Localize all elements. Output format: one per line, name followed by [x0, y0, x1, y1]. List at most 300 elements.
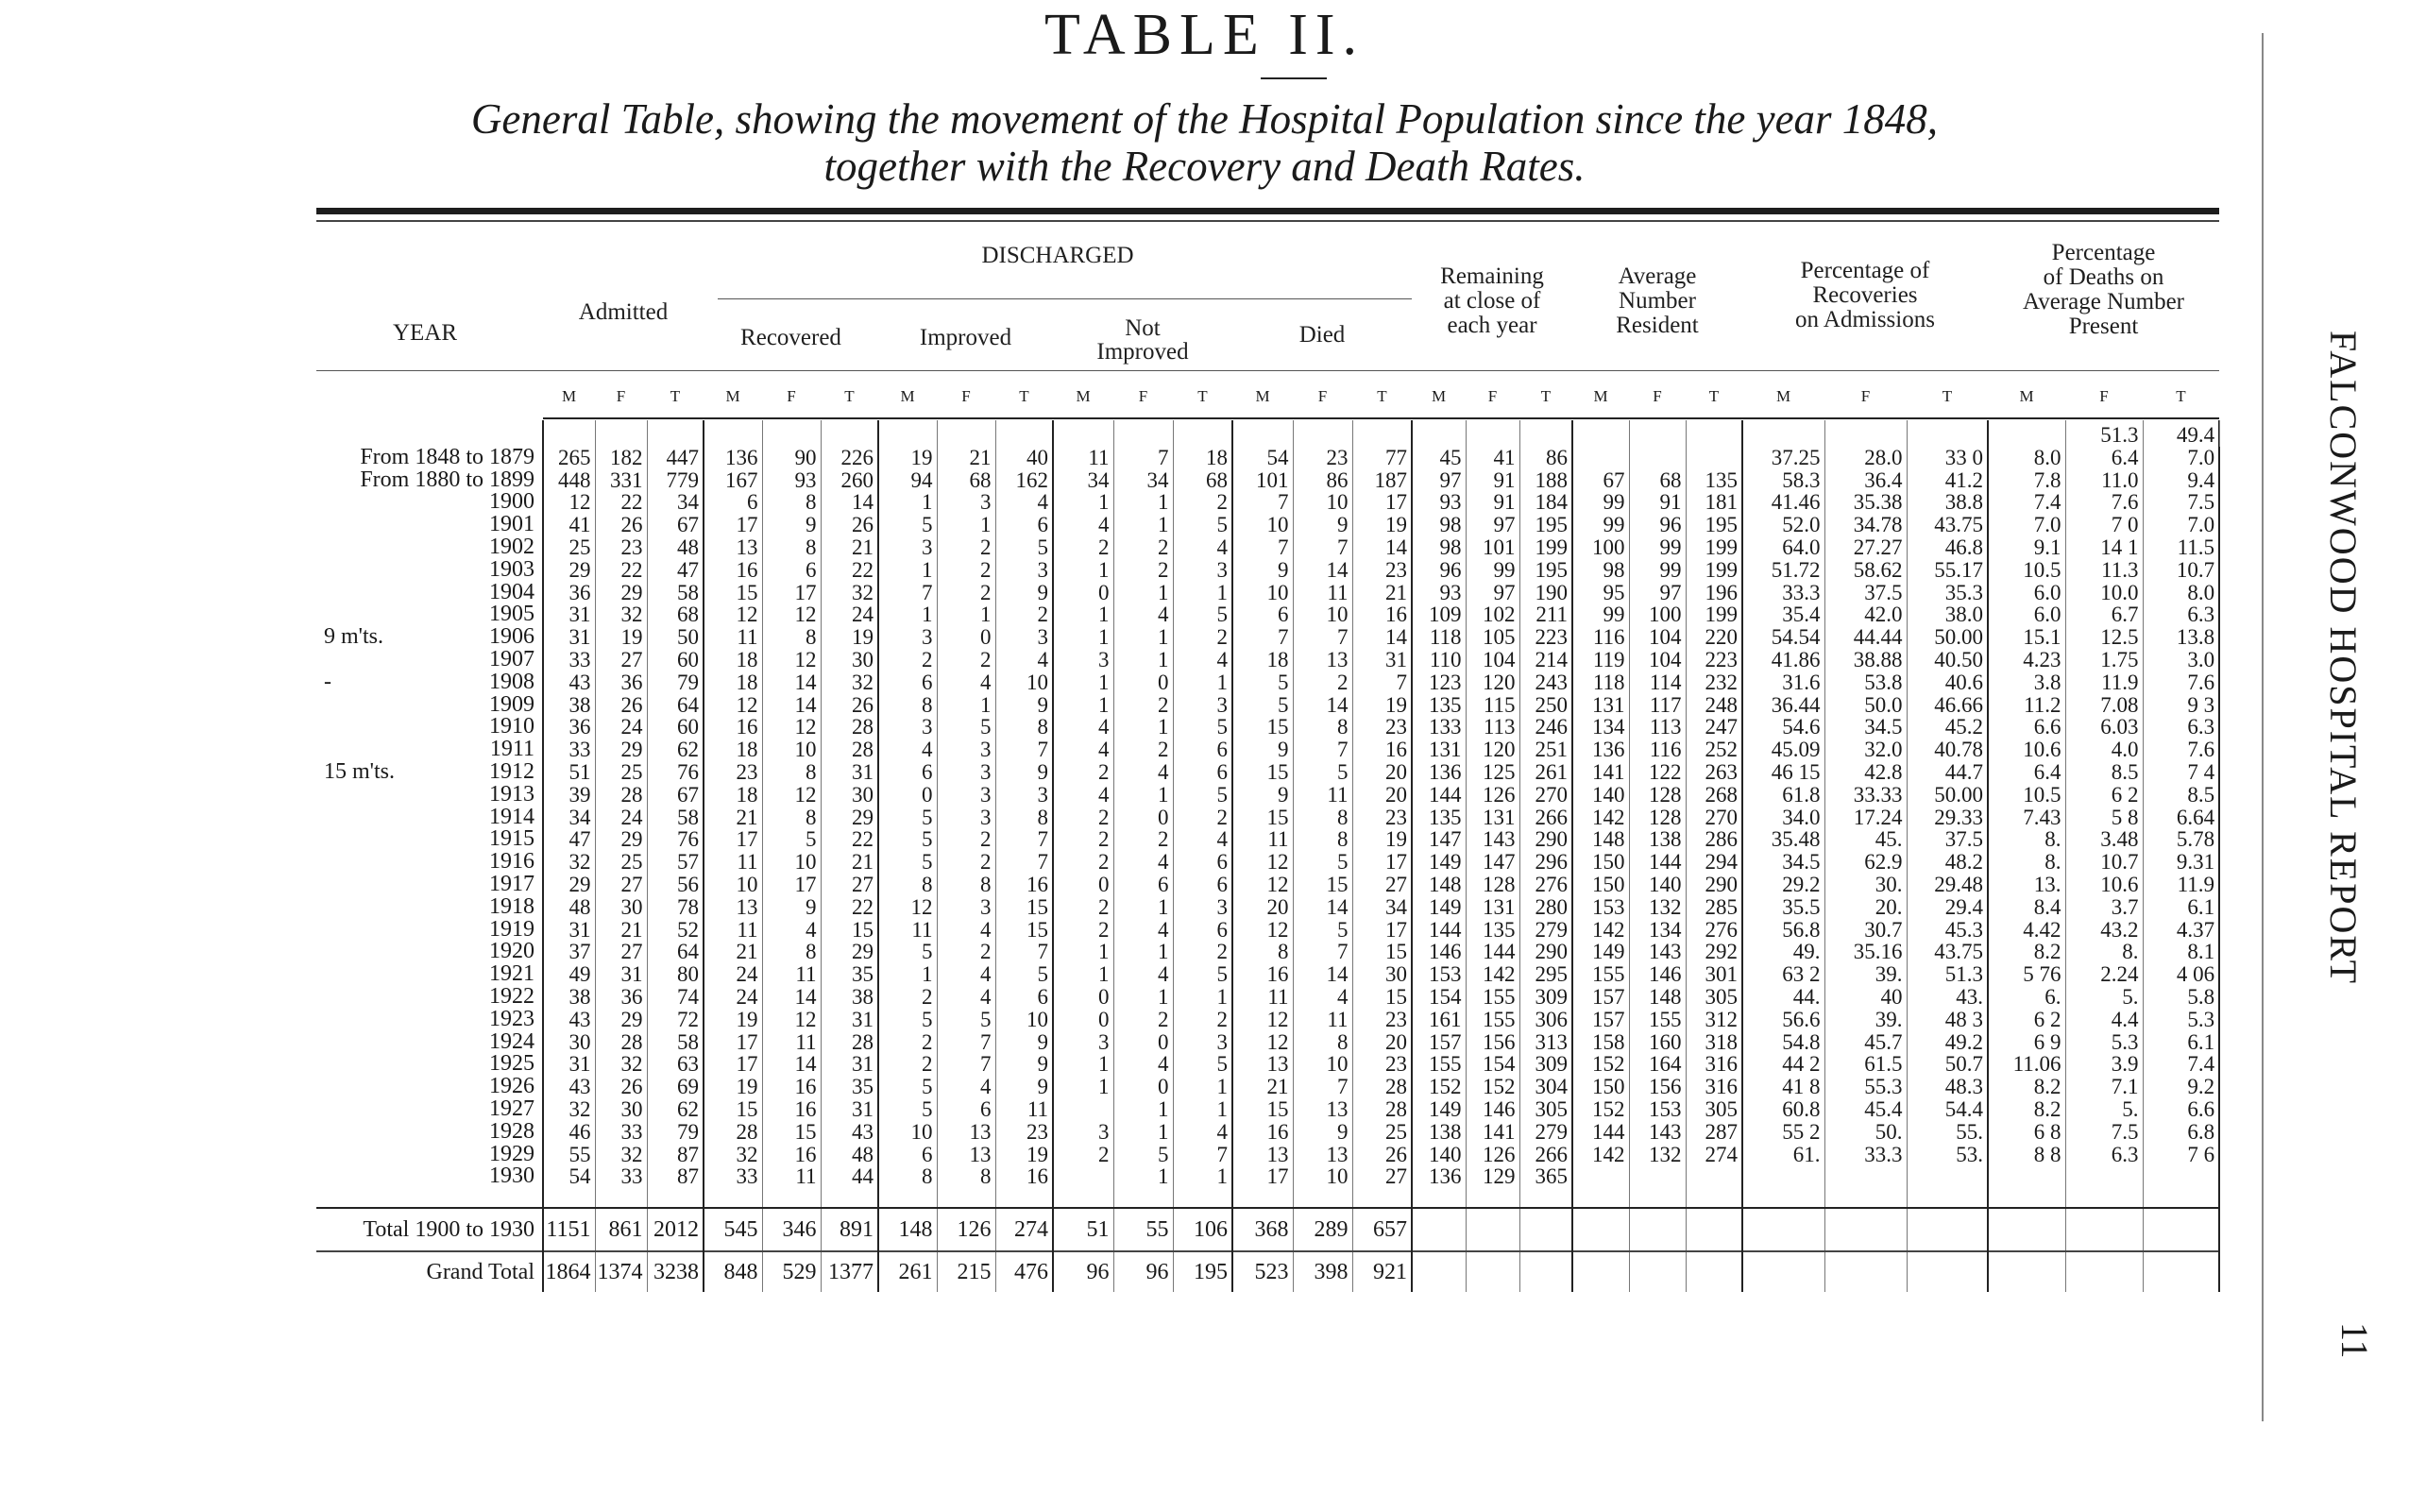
- cell: 20: [1352, 784, 1412, 807]
- cell: [1572, 1208, 1629, 1251]
- cell: 21: [595, 919, 647, 942]
- cell: 47: [543, 828, 595, 851]
- cell: 19: [595, 626, 647, 649]
- cell: 148: [878, 1208, 937, 1251]
- cell: 6.4: [2065, 447, 2143, 469]
- cell: 100: [1572, 536, 1629, 559]
- cell: 36: [543, 582, 595, 604]
- cell: 368: [1232, 1208, 1293, 1251]
- cell: 135: [1686, 469, 1742, 492]
- cell: 6 2: [2065, 784, 2143, 807]
- cell: 26: [821, 514, 878, 536]
- cell: 35: [821, 1076, 878, 1098]
- subheader-m: M: [1775, 387, 1791, 405]
- cell: 96: [1113, 1251, 1173, 1292]
- cell: 33: [595, 1165, 647, 1188]
- cell: 148: [1572, 828, 1629, 851]
- row-year: 1909: [489, 693, 534, 717]
- row-year: 1913: [489, 783, 534, 807]
- cell: 2: [878, 1031, 937, 1054]
- cell: 6.3: [2143, 716, 2219, 739]
- cell: 1: [1173, 1165, 1232, 1188]
- cell: 1: [1173, 1098, 1232, 1121]
- cell: [1742, 1208, 1824, 1251]
- subheader-m: M: [1431, 387, 1447, 405]
- cell: [1053, 1165, 1113, 1188]
- cell: 12: [543, 491, 595, 514]
- cell: [1232, 1188, 1293, 1208]
- cell: 523: [1232, 1251, 1293, 1292]
- cell: 4: [995, 649, 1053, 671]
- cell: 41: [543, 514, 595, 536]
- row-note: 9 m'ts.: [324, 626, 383, 649]
- cell: 12: [1232, 919, 1293, 942]
- blank-row: [316, 1188, 2219, 1208]
- cell: 23: [1352, 559, 1412, 582]
- cell: [878, 1188, 937, 1208]
- cell: [1519, 420, 1572, 447]
- cell: [1053, 1098, 1113, 1121]
- cell: 8: [1293, 807, 1352, 829]
- cell: 20: [1352, 761, 1412, 784]
- cell: 53.: [1907, 1144, 1988, 1166]
- cell: 250: [1519, 694, 1572, 717]
- cell: 0: [1053, 986, 1113, 1009]
- header-not-improved-2: Improved: [1096, 339, 1189, 365]
- cell: 14: [1293, 694, 1352, 717]
- cell: 135: [1466, 919, 1519, 942]
- cell: [543, 1188, 595, 1208]
- cell: 21: [1352, 582, 1412, 604]
- cell: 60.8: [1742, 1098, 1824, 1121]
- cell: 63 2: [1742, 963, 1824, 986]
- cell: 6 2: [1988, 1009, 2065, 1031]
- cell: 60: [647, 716, 704, 739]
- cell: 223: [1519, 626, 1572, 649]
- cell: 76: [647, 828, 704, 851]
- cell: 32: [595, 1144, 647, 1166]
- cell: [878, 420, 937, 447]
- cell: [1466, 1188, 1519, 1208]
- cell: 30: [595, 1098, 647, 1121]
- cell: 8: [762, 807, 821, 829]
- cell: [1907, 1251, 1988, 1292]
- cell: 100: [1629, 603, 1686, 626]
- page-number: 11: [2333, 1322, 2376, 1359]
- cell: 99: [1572, 514, 1629, 536]
- cell: 214: [1519, 649, 1572, 671]
- subheader-t: T: [2176, 387, 2186, 405]
- cell: 268: [1686, 784, 1742, 807]
- cell: 211: [1519, 603, 1572, 626]
- cell: 266: [1519, 807, 1572, 829]
- cell: 11.9: [2065, 671, 2143, 694]
- cell: 54.4: [1907, 1098, 1988, 1121]
- cell: 13: [1293, 649, 1352, 671]
- cell: 15: [821, 919, 878, 942]
- cell: 0: [1053, 874, 1113, 896]
- cell: 143: [1629, 1121, 1686, 1144]
- cell: 32: [821, 582, 878, 604]
- cell: 99: [1572, 491, 1629, 514]
- cell: [1907, 1208, 1988, 1251]
- cell: 187: [1352, 469, 1412, 492]
- cell: 135: [1412, 807, 1466, 829]
- cell: 42.0: [1824, 603, 1907, 626]
- cell: 34: [1113, 469, 1173, 492]
- cell: 68: [1629, 469, 1686, 492]
- cell: 12: [704, 603, 762, 626]
- cell: 4: [1173, 828, 1232, 851]
- cell: 2: [1113, 1009, 1173, 1031]
- cell: 20: [1232, 896, 1293, 919]
- cell: 31: [821, 1053, 878, 1076]
- cell: 5: [1113, 1144, 1173, 1166]
- cell: 79: [647, 1121, 704, 1144]
- cell: 48: [821, 1144, 878, 1166]
- cell: 15: [1293, 874, 1352, 896]
- cell: 150: [1572, 874, 1629, 896]
- cell: 252: [1686, 739, 1742, 761]
- table-row: [316, 919, 2219, 942]
- cell: 15: [1352, 941, 1412, 963]
- cell: 6.4: [1988, 761, 2065, 784]
- cell: 126: [937, 1208, 995, 1251]
- cell: 346: [762, 1208, 821, 1251]
- header-remaining-1: Remaining: [1440, 263, 1544, 289]
- cell: 109: [1412, 603, 1466, 626]
- cell: 779: [647, 469, 704, 492]
- cell: 15: [1232, 761, 1293, 784]
- row-year: From 1848 to 1879: [360, 446, 534, 469]
- cell: 35.16: [1824, 941, 1907, 963]
- row-year: 1926: [489, 1076, 534, 1098]
- cell: 5: [1232, 671, 1293, 694]
- cell: [1572, 447, 1629, 469]
- cell: 39.: [1824, 1009, 1907, 1031]
- cell: 3: [937, 784, 995, 807]
- cell: 138: [1629, 828, 1686, 851]
- cell: 4: [1053, 514, 1113, 536]
- cell: 4.37: [2143, 919, 2219, 942]
- cell: [1412, 1208, 1466, 1251]
- cell: 23: [1352, 1009, 1412, 1031]
- row-label: [316, 784, 543, 807]
- cell: [937, 420, 995, 447]
- cell: 398: [1293, 1251, 1352, 1292]
- cell: 18: [704, 784, 762, 807]
- cell: 11: [995, 1098, 1053, 1121]
- cell: [1686, 1165, 1742, 1188]
- cell: [1053, 420, 1113, 447]
- row-label: [316, 1165, 543, 1188]
- row-label: [316, 603, 543, 626]
- cell: 4: [937, 986, 995, 1009]
- cell: 4: [1113, 919, 1173, 942]
- cell: 274: [995, 1208, 1053, 1251]
- cell: [2143, 1208, 2219, 1251]
- cell: 55: [543, 1144, 595, 1166]
- cell: 43.2: [2065, 919, 2143, 942]
- cell: 54: [543, 1165, 595, 1188]
- cell: 104: [1466, 649, 1519, 671]
- cell: 10.7: [2143, 559, 2219, 582]
- row-year: 1915: [489, 828, 534, 852]
- cell: 31: [821, 1098, 878, 1121]
- cell: 13.: [1988, 874, 2065, 896]
- cell: [1629, 420, 1686, 447]
- cell: 56.6: [1742, 1009, 1824, 1031]
- cell: 309: [1519, 1053, 1572, 1076]
- cell: 28: [595, 1031, 647, 1054]
- cell: 68: [937, 469, 995, 492]
- cell: 1: [1113, 716, 1173, 739]
- row-label: [316, 761, 543, 784]
- cell: 96: [1629, 514, 1686, 536]
- cell: 1: [937, 603, 995, 626]
- subheader-t: T: [1708, 387, 1720, 405]
- row-year: Grand Total: [426, 1260, 534, 1285]
- cell: 215: [937, 1251, 995, 1292]
- cell: 7 0: [2065, 514, 2143, 536]
- table-row: [316, 761, 2219, 784]
- cell: 6.0: [1988, 582, 2065, 604]
- cell: 2: [937, 941, 995, 963]
- cell: 270: [1519, 784, 1572, 807]
- cell: 1: [1113, 1121, 1173, 1144]
- cell: 243: [1519, 671, 1572, 694]
- cell: 19: [995, 1144, 1053, 1166]
- cell: 10: [995, 671, 1053, 694]
- cell: 36: [595, 671, 647, 694]
- table-row: [316, 1076, 2219, 1098]
- cell: 31: [543, 626, 595, 649]
- cell: 5: [1173, 963, 1232, 986]
- header-year: YEAR: [392, 320, 458, 346]
- cell: 316: [1686, 1076, 1742, 1098]
- cell: 3: [937, 491, 995, 514]
- cell: 62.9: [1824, 851, 1907, 874]
- cell: 195: [1519, 514, 1572, 536]
- row-label: [316, 1121, 543, 1144]
- row-year: 1906: [489, 626, 534, 649]
- table-row: [316, 851, 2219, 874]
- cell: 36.44: [1742, 694, 1824, 717]
- header-spacer-row: [316, 227, 2219, 420]
- header-pct-deaths-3: Average Number: [2023, 289, 2184, 314]
- cell: 17: [762, 582, 821, 604]
- cell: 312: [1686, 1009, 1742, 1031]
- cell: 4.42: [1988, 919, 2065, 942]
- cell: 14: [1293, 963, 1352, 986]
- cell: 11.0: [2065, 469, 2143, 492]
- row-label: [316, 1031, 543, 1054]
- cell: 4: [762, 919, 821, 942]
- cell: 861: [595, 1208, 647, 1251]
- cell: 22: [595, 559, 647, 582]
- cell: 155: [1466, 1009, 1519, 1031]
- cell: 17: [1352, 491, 1412, 514]
- cell: 8: [762, 761, 821, 784]
- cell: 12: [1232, 851, 1293, 874]
- cell: 19: [1352, 514, 1412, 536]
- cell: 76: [647, 761, 704, 784]
- cell: 157: [1572, 986, 1629, 1009]
- cell: 1: [1113, 514, 1173, 536]
- cell: 6: [1173, 874, 1232, 896]
- subheader-f: F: [1860, 387, 1871, 405]
- cell: 199: [1519, 536, 1572, 559]
- cell: [1572, 1251, 1629, 1292]
- cell: 476: [995, 1251, 1053, 1292]
- cell: [995, 1188, 1053, 1208]
- cell: 149: [1572, 941, 1629, 963]
- cell: 1: [1113, 626, 1173, 649]
- cell: [1629, 1251, 1686, 1292]
- cell: 18: [704, 671, 762, 694]
- row-label: [316, 919, 543, 942]
- cell: 2: [1113, 739, 1173, 761]
- cell: [2065, 1188, 2143, 1208]
- cell: [1686, 1208, 1742, 1251]
- cell: 12: [704, 694, 762, 717]
- cell: [995, 420, 1053, 447]
- cell: 38: [821, 986, 878, 1009]
- row-label: [316, 1188, 543, 1208]
- row-year: 1912: [489, 760, 534, 784]
- cell: 3.7: [2065, 896, 2143, 919]
- cell: 29: [821, 941, 878, 963]
- cell: 7: [1173, 1144, 1232, 1166]
- cell: 17.24: [1824, 807, 1907, 829]
- cell: 6.64: [2143, 807, 2219, 829]
- cell: 195: [1686, 514, 1742, 536]
- cell: 220: [1686, 626, 1742, 649]
- cell: 152: [1572, 1098, 1629, 1121]
- cell: 13: [1293, 1098, 1352, 1121]
- cell: 529: [762, 1251, 821, 1292]
- row-year: From 1880 to 1899: [360, 468, 534, 492]
- cell: 3: [1053, 649, 1113, 671]
- cell: [1519, 1208, 1572, 1251]
- cell: 43.: [1907, 986, 1988, 1009]
- cell: 16: [704, 716, 762, 739]
- cell: 21: [821, 851, 878, 874]
- cell: 263: [1686, 761, 1742, 784]
- cell: [1629, 1165, 1686, 1188]
- cell: 5.: [2065, 986, 2143, 1009]
- cell: 6 9: [1988, 1031, 2065, 1054]
- cell: 34.0: [1742, 807, 1824, 829]
- cell: 10: [1293, 603, 1352, 626]
- cell: 8.1: [2143, 941, 2219, 963]
- cell: 18: [704, 739, 762, 761]
- cell: 292: [1686, 941, 1742, 963]
- cell: 10: [762, 739, 821, 761]
- cell: 7: [1113, 447, 1173, 469]
- cell: 58: [647, 582, 704, 604]
- cell: 4.0: [2065, 739, 2143, 761]
- cell: 289: [1293, 1208, 1352, 1251]
- cell: 14: [1352, 626, 1412, 649]
- cell: 101: [1466, 536, 1519, 559]
- cell: [1412, 420, 1466, 447]
- cell: 93: [1412, 582, 1466, 604]
- cell: 6: [1173, 761, 1232, 784]
- cell: 4: [1053, 739, 1113, 761]
- cell: 3: [1173, 559, 1232, 582]
- cell: 10.5: [1988, 559, 2065, 582]
- header-average-2: Number: [1619, 288, 1696, 314]
- cell: 56: [647, 874, 704, 896]
- cell: [1824, 1208, 1907, 1251]
- cell: 90: [762, 447, 821, 469]
- cell: 28.0: [1824, 447, 1907, 469]
- cell: 79: [647, 671, 704, 694]
- cell: 144: [1412, 919, 1466, 942]
- cell: 135: [1412, 694, 1466, 717]
- cell: 122: [1629, 761, 1686, 784]
- cell: [2065, 1251, 2143, 1292]
- cell: 33.3: [1824, 1144, 1907, 1166]
- cell: 35.48: [1742, 828, 1824, 851]
- cell: 47: [647, 559, 704, 582]
- cell: 15: [995, 919, 1053, 942]
- cell: 142: [1572, 1144, 1629, 1166]
- cell: 2: [878, 1053, 937, 1076]
- cell: 131: [1412, 739, 1466, 761]
- table-row: [316, 559, 2219, 582]
- cell: 12.5: [2065, 626, 2143, 649]
- cell: 140: [1629, 874, 1686, 896]
- row-label: [316, 874, 543, 896]
- cell: 16: [762, 1076, 821, 1098]
- cell: 54.6: [1742, 716, 1824, 739]
- table-row: [316, 716, 2219, 739]
- cell: 56.8: [1742, 919, 1824, 942]
- table-row: [316, 491, 2219, 514]
- cell: 9: [762, 896, 821, 919]
- cell: 99: [1629, 536, 1686, 559]
- cell: 7: [1293, 739, 1352, 761]
- cell: 545: [704, 1208, 762, 1251]
- subheader-f: F: [961, 387, 971, 405]
- cell: 5: [1173, 716, 1232, 739]
- row-label: [316, 447, 543, 469]
- cell: 3.0: [2143, 649, 2219, 671]
- cell: 28: [704, 1121, 762, 1144]
- cell: 279: [1519, 1121, 1572, 1144]
- cell: 149: [1412, 851, 1466, 874]
- cell: 86: [1519, 447, 1572, 469]
- header-pct-recoveries-2: Recoveries: [1812, 282, 1918, 308]
- subheader-f: F: [787, 387, 796, 405]
- cell: 17: [762, 874, 821, 896]
- row-label: [316, 1076, 543, 1098]
- subheader-m: M: [561, 387, 577, 405]
- row-year: 1921: [489, 963, 534, 986]
- cell: 10: [878, 1121, 937, 1144]
- cell: 7: [1352, 671, 1412, 694]
- row-year: 1930: [489, 1165, 534, 1189]
- cell: 2: [937, 582, 995, 604]
- cell: 1: [937, 514, 995, 536]
- cell: 6: [1173, 919, 1232, 942]
- row-label: [316, 559, 543, 582]
- cell: [1907, 420, 1988, 447]
- cell: 45.2: [1907, 716, 1988, 739]
- cell: [647, 1188, 704, 1208]
